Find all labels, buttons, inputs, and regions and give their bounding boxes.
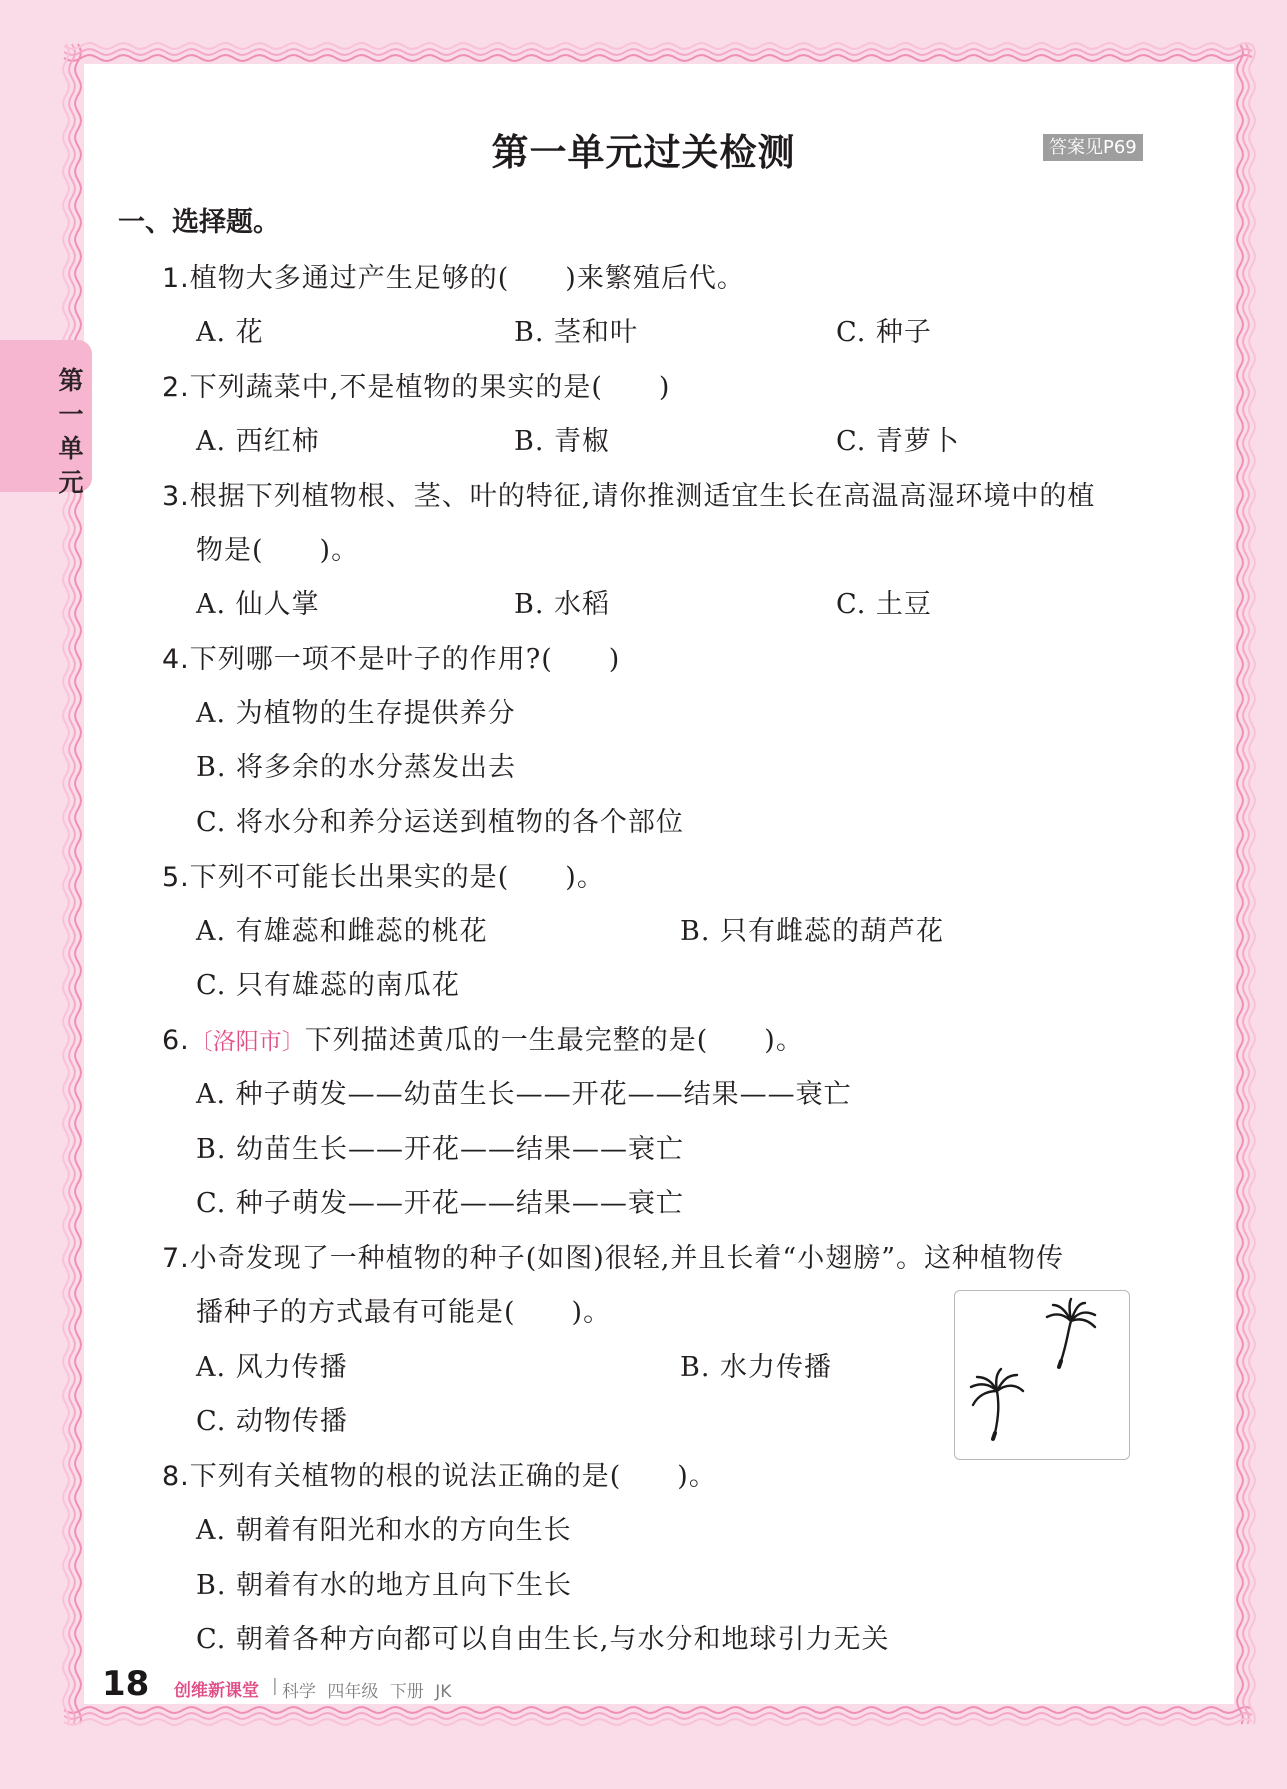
option: C. 动物传播: [196, 1406, 348, 1437]
question-5: [162, 855, 605, 894]
option: B. 将多余的水分蒸发出去: [196, 752, 517, 783]
frame-wave-line: [64, 1713, 1252, 1719]
question-3: [162, 474, 1095, 513]
frame-wave-line: [75, 44, 81, 1724]
option: B. 水力传播: [680, 1352, 833, 1383]
question-text: 下列有关植物的根的说法正确的是( )。: [189, 1461, 717, 1492]
question-number: 8.: [162, 1461, 190, 1492]
option: A. 风力传播: [196, 1352, 348, 1383]
region-tag: 〔洛阳市〕: [189, 1029, 305, 1055]
question-text: 植物大多通过产生足够的( )来繁殖后代。: [189, 263, 745, 294]
book-info: 科学 四年级 下册 JK: [282, 1682, 452, 1702]
frame-wave-line: [64, 43, 1252, 49]
frame-wave-line: [64, 1719, 1252, 1725]
question-text: 下列蔬菜中,不是植物的果实的是( ): [189, 372, 671, 403]
question-text: 下列不可能长出果实的是( )。: [189, 862, 605, 893]
option: A. 朝着有阳光和水的方向生长: [196, 1515, 572, 1546]
question-number: 6.: [162, 1025, 190, 1056]
question-4: [162, 637, 620, 676]
side-unit-tab-label: 第一单元: [58, 366, 84, 497]
question-6: [162, 1018, 804, 1057]
question-number: 7.: [162, 1243, 190, 1274]
frame-wave-line: [64, 49, 1252, 55]
question-8: [162, 1454, 717, 1493]
option: C. 只有雄蕊的南瓜花: [196, 970, 460, 1001]
question-7: [162, 1236, 1064, 1275]
question-text: 小奇发现了一种植物的种子(如图)很轻,并且长着“小翅膀”。这种植物传: [189, 1243, 1065, 1274]
question-text: 下列描述黄瓜的一生最完整的是( )。: [304, 1025, 804, 1056]
footer-separator: |: [272, 1676, 278, 1696]
option: B. 青椒: [514, 426, 611, 457]
question-text: 下列哪一项不是叶子的作用?( ): [189, 644, 621, 675]
question-2: [162, 365, 670, 404]
option: A. 为植物的生存提供养分: [196, 698, 516, 729]
question-number: 5.: [162, 862, 190, 893]
option: B. 茎和叶: [514, 317, 639, 348]
frame-wave-line: [64, 55, 1252, 61]
option: B. 幼苗生长——开花——结果——衰亡: [196, 1134, 685, 1165]
dandelion-seed-icon: [955, 1291, 1129, 1459]
question-7-continued: 播种子的方式最有可能是( )。: [196, 1297, 612, 1328]
question-1: [162, 256, 745, 295]
question-number: 1.: [162, 263, 190, 294]
option: C. 青萝卜: [836, 426, 960, 457]
option: A. 花: [196, 317, 264, 348]
frame-wave-line: [64, 1707, 1252, 1713]
option: B. 朝着有水的地方且向下生长: [196, 1570, 573, 1601]
option: A. 仙人掌: [196, 589, 320, 620]
question-3-continued: 物是( )。: [196, 535, 360, 566]
frame-wave-line: [1249, 44, 1255, 1724]
question-number: 2.: [162, 372, 190, 403]
option: B. 水稻: [514, 589, 611, 620]
brand-name: 创维新课堂: [174, 1681, 259, 1701]
page-title: 第一单元过关检测: [491, 131, 796, 174]
seed-figure: [954, 1290, 1130, 1460]
page-number: 18: [102, 1664, 150, 1704]
option: C. 种子萌发——开花——结果——衰亡: [196, 1188, 684, 1219]
section-heading: 一、选择题。: [118, 207, 280, 238]
question-number: 4.: [162, 644, 190, 675]
option: A. 西红柿: [196, 426, 320, 457]
option: C. 朝着各种方向都可以自由生长,与水分和地球引力无关: [196, 1624, 890, 1655]
option: C. 将水分和养分运送到植物的各个部位: [196, 807, 684, 838]
question-number: 3.: [162, 481, 190, 512]
option: C. 种子: [836, 317, 932, 348]
option: C. 土豆: [836, 589, 932, 620]
option: B. 只有雌蕊的葫芦花: [680, 916, 945, 947]
answer-reference-badge: 答案见P69: [1043, 134, 1143, 161]
option: A. 种子萌发——幼苗生长——开花——结果——衰亡: [196, 1079, 852, 1110]
option: A. 有雄蕊和雌蕊的桃花: [196, 916, 488, 947]
question-text: 根据下列植物根、茎、叶的特征,请你推测适宜生长在高温高湿环境中的植: [189, 481, 1096, 512]
